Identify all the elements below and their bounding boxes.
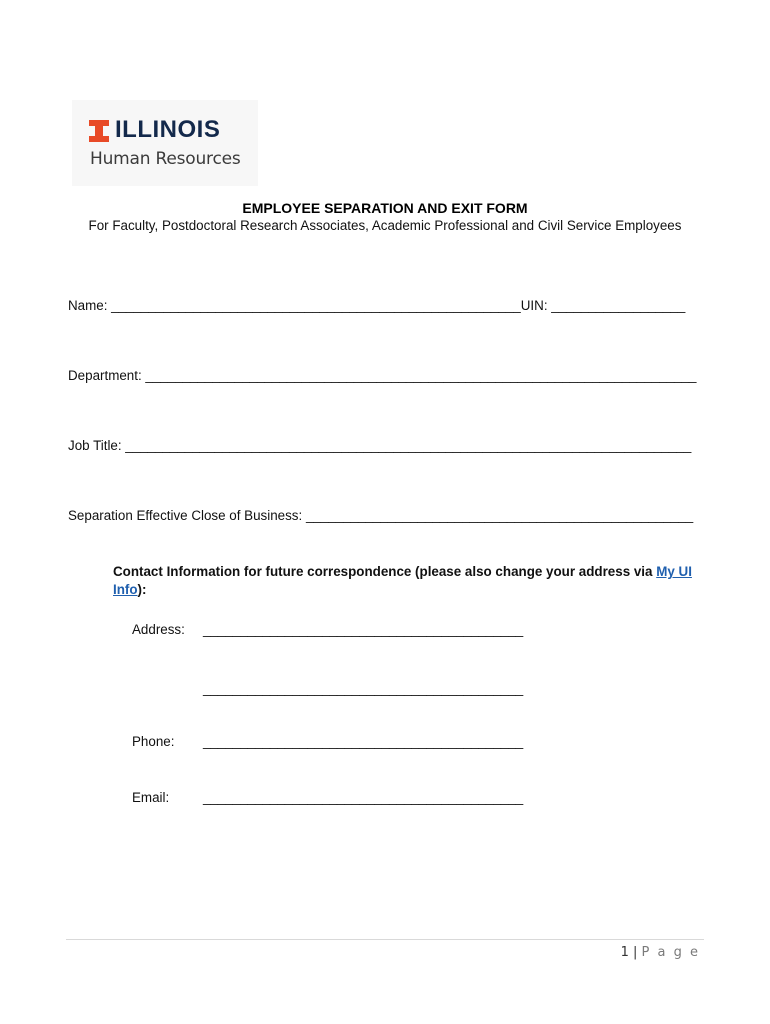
name-uin-field[interactable]: Name: _______________________________________________________UIN: __________________	[68, 298, 686, 313]
page-footer	[621, 944, 700, 962]
email-label: Email:	[132, 790, 170, 805]
department-field[interactable]: Department: __________________________________________________________________________	[68, 368, 697, 383]
page-word: P a g e	[641, 945, 700, 960]
separation-date-field[interactable]: Separation Effective Close of Business: ____________________________________________________	[68, 508, 694, 523]
address-line-1[interactable]: ___________________________________________	[203, 622, 524, 637]
logo-subtitle: Human Resources	[90, 149, 241, 169]
form-title: EMPLOYEE SEPARATION AND EXIT FORM	[242, 200, 528, 216]
illinois-hr-logo	[72, 100, 258, 186]
phone-line[interactable]: ___________________________________________	[203, 734, 524, 749]
address-label: Address:	[132, 622, 185, 637]
contact-heading	[113, 563, 703, 599]
address-line-2[interactable]: ___________________________________________	[203, 681, 524, 696]
my-ui-info-link[interactable]: My UI Info	[113, 564, 692, 597]
logo-title: ILLINOIS	[115, 116, 221, 143]
job-title-field[interactable]: Job Title: ____________________________________________________________________________	[68, 438, 692, 453]
contact-heading-end: ):	[137, 582, 147, 597]
page-separator: |	[628, 945, 642, 960]
contact-heading-text: Contact Information for future correspondence (please also change your address via	[113, 564, 657, 579]
email-line[interactable]: ___________________________________________	[203, 790, 524, 805]
page-number: 1	[620, 945, 629, 960]
block-i-icon	[89, 120, 109, 142]
footer-divider	[66, 939, 704, 940]
form-subtitle: For Faculty, Postdoctoral Research Associates, Academic Professional and Civil Service Employees	[88, 218, 682, 233]
phone-label: Phone:	[132, 734, 175, 749]
